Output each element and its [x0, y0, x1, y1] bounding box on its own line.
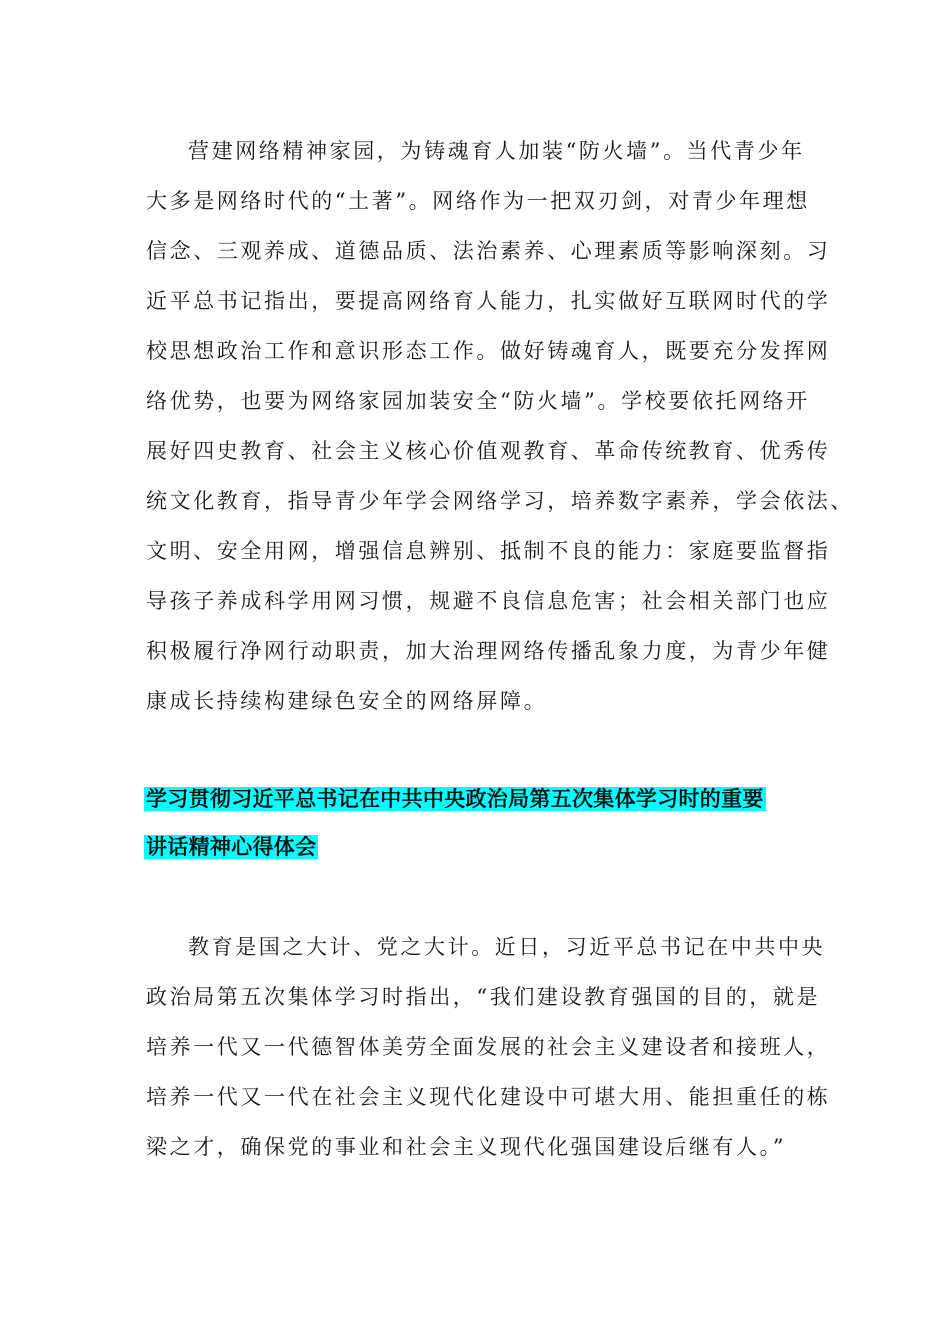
- paragraph-1-line-6: 络优势，也要为网络家园加装安全“防火墙”。学校要依托网络开: [146, 389, 810, 413]
- section-heading-line-2: [144, 832, 318, 862]
- paragraph-2-line-5: 梁之才，确保党的事业和社会主义现代化强国建设后继有人。”: [146, 1135, 787, 1159]
- paragraph-1-line-5: 校思想政治工作和意识形态工作。做好铸魂育人，既要充分发挥网: [146, 339, 831, 363]
- paragraph-2-line-1: 教育是国之大计、党之大计。近日，习近平总书记在中共中央: [188, 935, 826, 959]
- paragraph-1-line-8: 统文化教育，指导青少年学会网络学习，培养数字素养，学会依法、: [146, 489, 854, 513]
- paragraph-2-line-4: 培养一代又一代在社会主义现代化建设中可堪大用、能担重任的栋: [146, 1085, 831, 1109]
- heading-highlight: 学习贯彻习近平总书记在中共中央政治局第五次集体学习时的重要: [146, 787, 764, 811]
- paragraph-1-line-3: 信念、三观养成、道德品质、法治素养、心理素质等影响深刻。习: [146, 239, 831, 263]
- paragraph-2-line-2: 政治局第五次集体学习时指出，“我们建设教育强国的目的，就是: [146, 985, 821, 1009]
- paragraph-2-line-3: 培养一代又一代德智体美劳全面发展的社会主义建设者和接班人，: [146, 1035, 831, 1059]
- section-heading-line-1: [144, 784, 766, 814]
- paragraph-1-line-12: 康成长持续构建绿色安全的网络屏障。: [146, 689, 548, 713]
- paragraph-1-line-4: 近平总书记指出，要提高网络育人能力，扎实做好互联网时代的学: [146, 289, 831, 313]
- paragraph-1-line-7: 展好四史教育、社会主义核心价值观教育、革命传统教育、优秀传: [146, 439, 831, 463]
- paragraph-1-line-10: 导孩子养成科学用网习惯，规避不良信息危害；社会相关部门也应: [146, 589, 831, 613]
- heading-highlight: 讲话精神心得体会: [146, 835, 317, 859]
- paragraph-1-line-11: 积极履行净网行动职责，加大治理网络传播乱象力度，为青少年健: [146, 639, 831, 663]
- paragraph-1-line-1: 营建网络精神家园，为铸魂育人加装“防火墙”。当代青少年: [188, 139, 805, 163]
- paragraph-1-line-9: 文明、安全用网，增强信息辨别、抵制不良的能力：家庭要监督指: [146, 539, 831, 563]
- paragraph-1-line-2: 大多是网络时代的“土著”。网络作为一把双刃剑，对青少年理想: [146, 189, 810, 213]
